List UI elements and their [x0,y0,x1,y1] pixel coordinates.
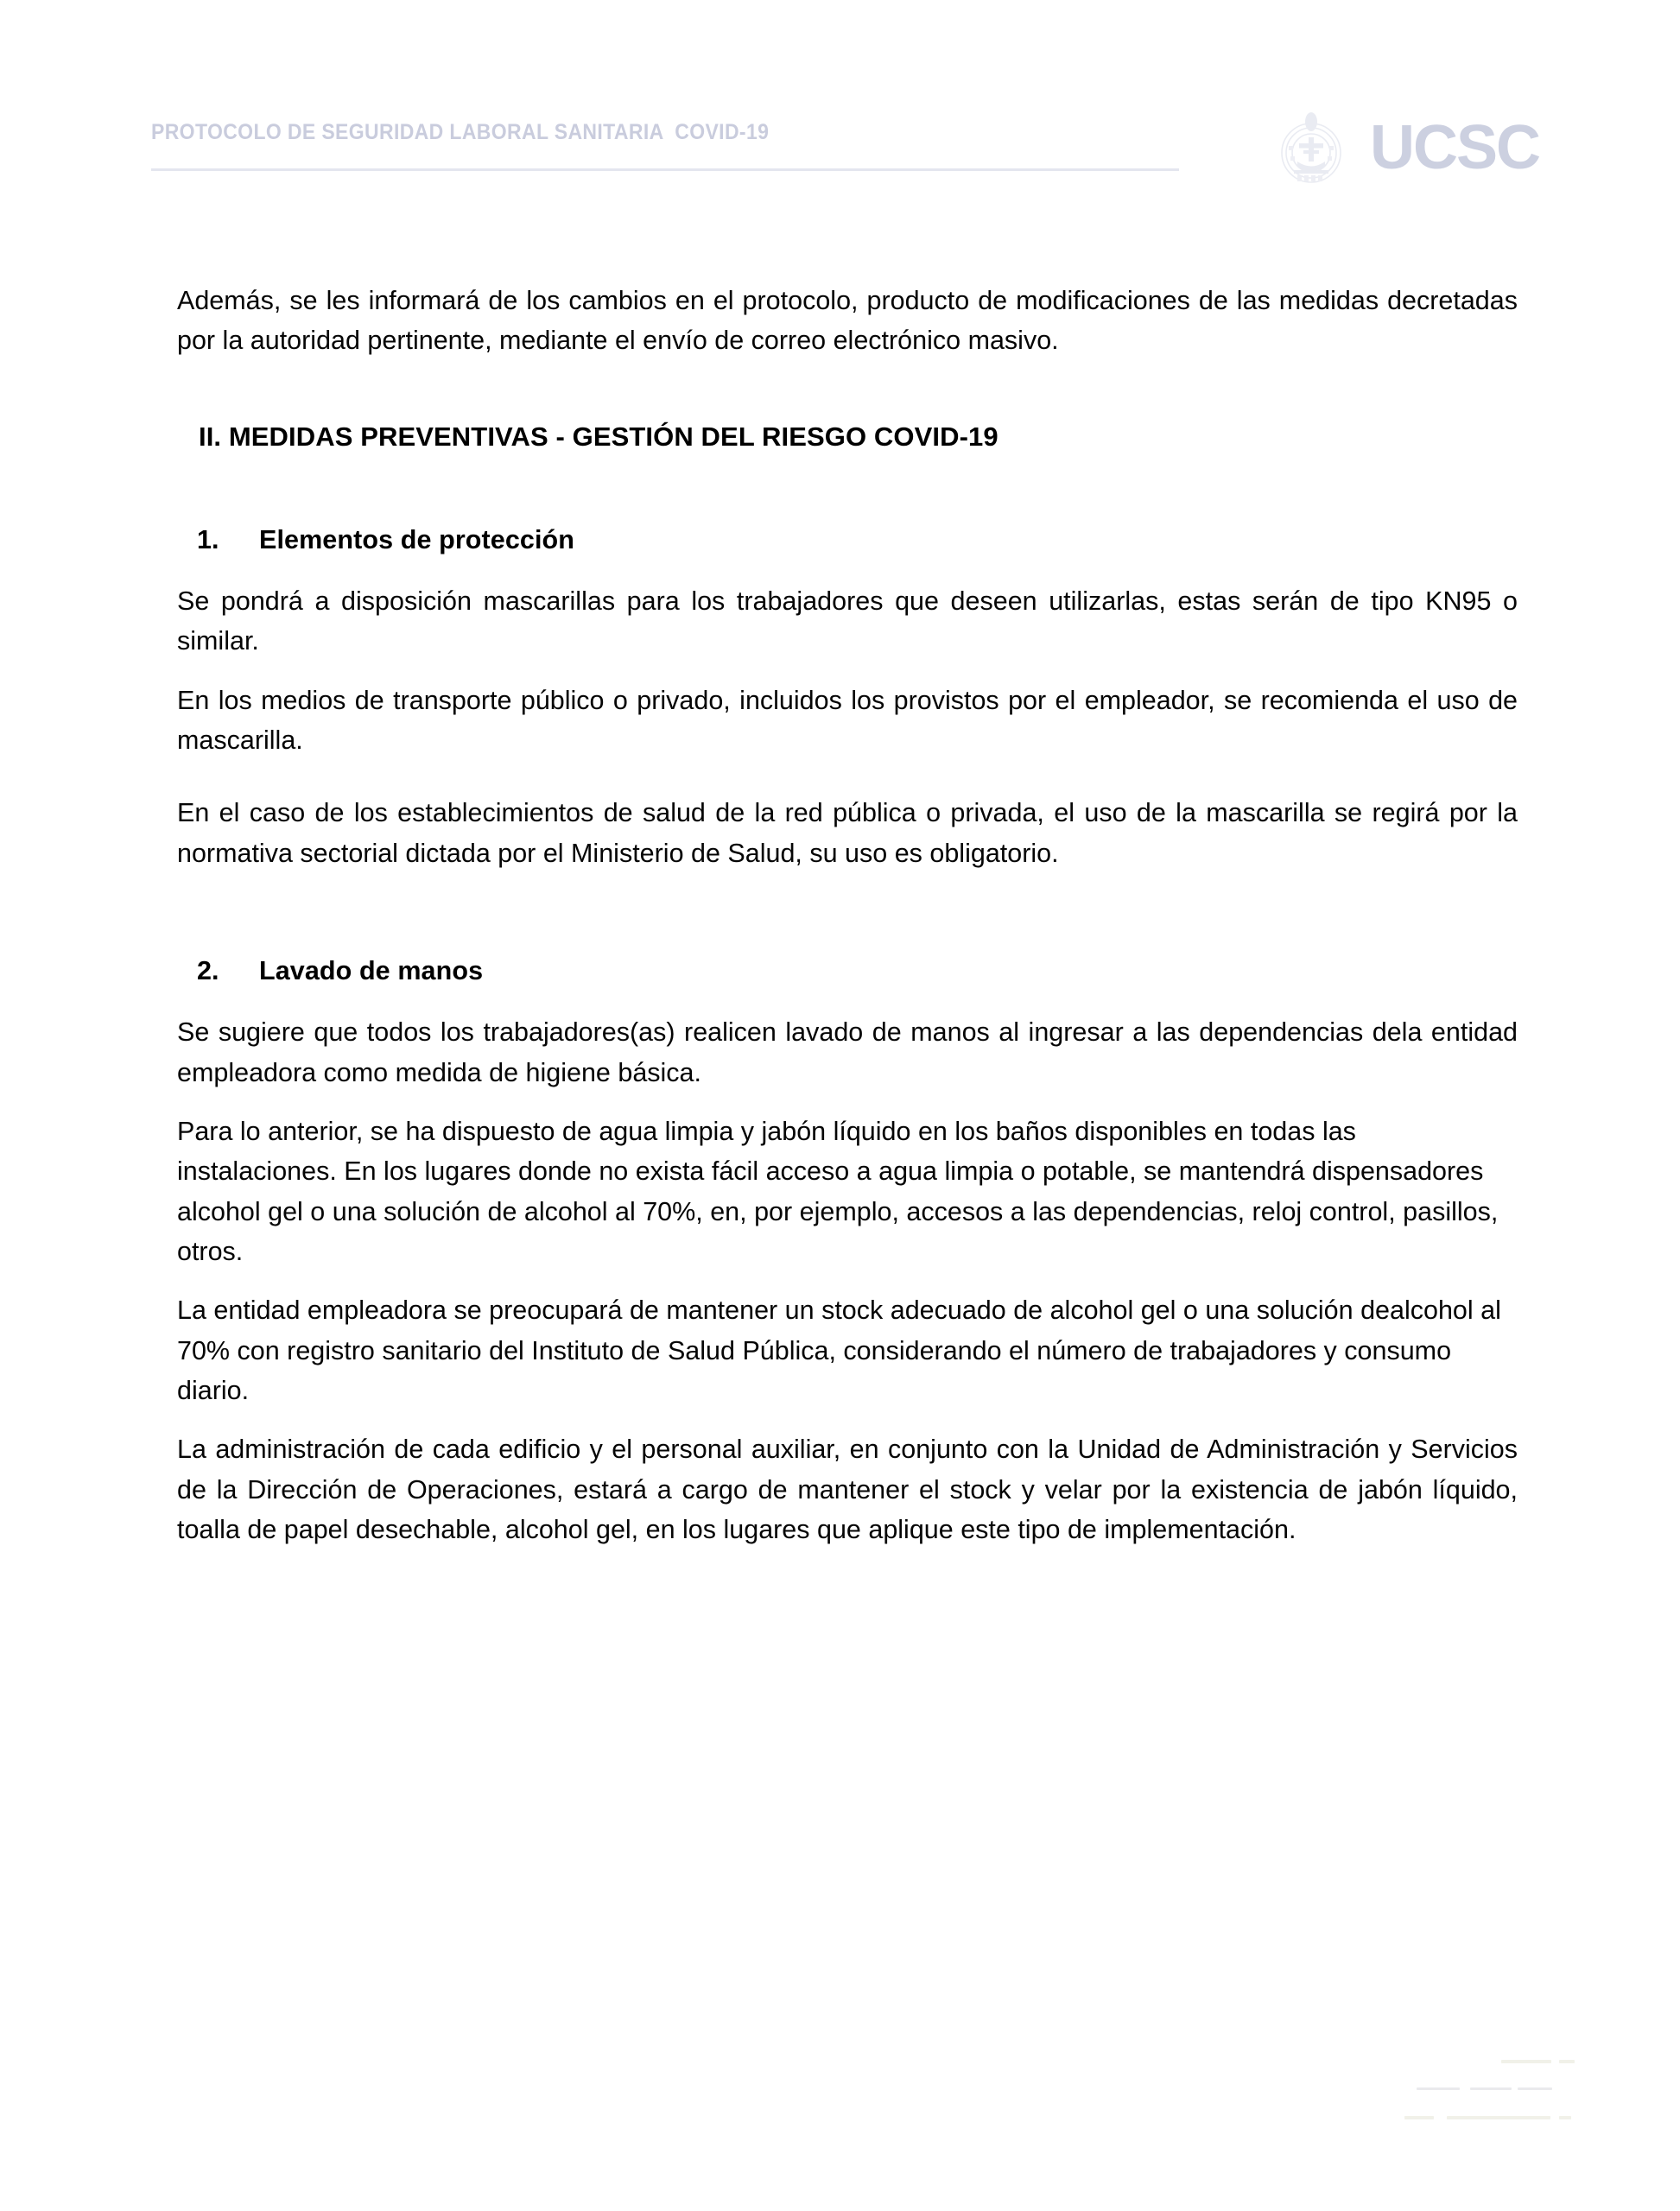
item-2-paragraph-1: Se sugiere que todos los trabajadores(as) realicen lavado de manos al ingresar a las dependencias dela entidad empleadora como medida de higiene básica. [177,1017,1518,1087]
document-content [177,281,1518,1568]
scan-artifact-mark [1559,2060,1575,2063]
list-item-2-label: Lavado de manos [259,956,484,986]
scan-artifact-mark [1470,2087,1512,2090]
intro-paragraph: Además, se les informará de los cambios en el protocolo, producto de modificaciones de las medidas decretadas por la autoridad pertinente, mediante el envío de correo electrónico masivo. [177,286,1518,356]
item-2-paragraph-2: Para lo anterior, se ha dispuesto de agua limpia y jabón líquido en los baños disponibles en todas las instalaciones. En los lugares donde no exista fácil acceso a agua limpia o potable, se mantendrá dispensadores alcohol gel o una solución de alcohol al 70%, en, por ejemplo, accesos a las dependencias, reloj control, pasillos, otros. [177,1116,1499,1266]
page-header [151,108,1546,203]
scan-artifact-mark [1518,2087,1552,2090]
university-crest-icon [1268,108,1354,194]
scan-artifact-mark [1404,2116,1434,2119]
scan-artifact-mark [1559,2116,1571,2119]
header-title: PROTOCOLO DE SEGURIDAD LABORAL SANITARIA COVID-19 [151,120,770,144]
scan-artifact-mark [1417,2087,1460,2090]
header-title-wrap [151,108,822,145]
item-2-paragraph-4: La administración de cada edificio y el personal auxiliar, en conjunto con la Unidad de Administración y Servicios de la Dirección de Operaciones, estará a cargo de mantener el stock y velar por la existencia de jabón líquido, toalla de papel desechable, alcohol gel, en los lugares que aplique este tipo de implementación. [177,1435,1518,1545]
list-item-1 [177,525,1518,555]
list-item-1-marker: 1. [197,525,219,555]
item-1-paragraph-1: Se pondrá a disposición mascarillas para los trabajadores que deseen utilizarlas, estas serán de tipo KN95 o similar. [177,586,1518,656]
scan-artifact-mark [1501,2060,1551,2063]
list-item-1-label: Elementos de protección [259,525,574,555]
scan-artifacts [1347,2034,1632,2172]
ucsc-wordmark: UCSC [1369,113,1539,182]
scan-artifact-mark [1447,2116,1550,2119]
item-2-paragraph-3: La entidad empleadora se preocupará de mantener un stock adecuado de alcohol gel o una solución dealcohol al 70% con registro sanitario del Instituto de Salud Pública, considerando el número de trabajadores y consumo diario. [177,1296,1501,1406]
header-divider [151,168,1179,171]
section-heading: II. MEDIDAS PREVENTIVAS - GESTIÓN DEL RIESGO COVID-19 [199,421,998,452]
item-1-paragraph-3: En el caso de los establecimientos de salud de la red pública o privada, el uso de la mascarilla se regirá por la normativa sectorial dictada por el Ministerio de Salud, su uso es obligatorio. [177,798,1518,868]
list-item-2 [177,956,1518,986]
list-item-2-marker: 2. [197,956,219,986]
item-1-paragraph-2: En los medios de transporte público o privado, incluidos los provistos por el empleador, se recomienda el uso de mascarilla. [177,685,1518,756]
ucsc-brand [1268,108,1539,194]
